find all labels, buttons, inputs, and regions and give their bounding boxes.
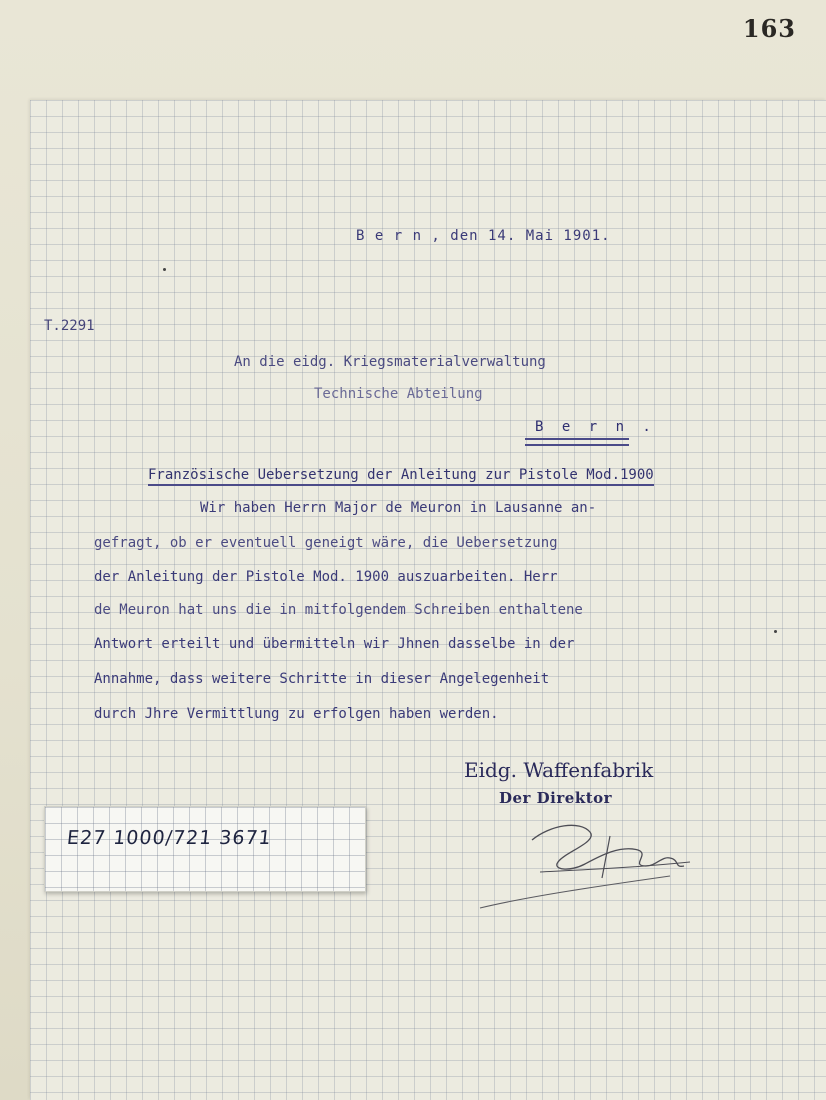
paper-speck bbox=[774, 630, 777, 633]
paper-speck bbox=[163, 268, 166, 271]
recipient-city: B e r n . bbox=[535, 419, 656, 435]
body-line: Wir haben Herrn Major de Meuron in Lausanne an- bbox=[200, 500, 597, 516]
reference-number: T.2291 bbox=[44, 318, 95, 334]
folio-number: 163 bbox=[742, 14, 796, 43]
recipient-line-2: Technische Abteilung bbox=[314, 386, 483, 402]
body-line: gefragt, ob er eventuell geneigt wäre, die Uebersetzung bbox=[94, 535, 558, 551]
city-double-underline bbox=[525, 438, 629, 446]
subject-line: Französische Uebersetzung der Anleitung zur Pistole Mod.1900 bbox=[148, 467, 654, 486]
handwritten-signature bbox=[470, 800, 710, 920]
archive-call-number-label bbox=[44, 806, 366, 892]
body-line: de Meuron hat uns die in mitfolgendem Schreiben enthaltene bbox=[94, 602, 583, 618]
body-line: Annahme, dass weitere Schritte in dieser Angelegenheit bbox=[94, 671, 550, 687]
letter-sheet bbox=[30, 100, 826, 1100]
body-line: durch Jhre Vermittlung zu erfolgen haben werden. bbox=[94, 706, 499, 722]
body-line: Antwort erteilt und übermitteln wir Jhnen dasselbe in der bbox=[94, 636, 575, 652]
recipient-line-1: An die eidg. Kriegsmaterialverwaltung bbox=[234, 354, 546, 370]
sender-institution: Eidg. Waffenfabrik bbox=[464, 758, 654, 782]
sender-title: Der Direktor bbox=[499, 789, 613, 807]
body-line: der Anleitung der Pistole Mod. 1900 auszuarbeiten. Herr bbox=[94, 569, 558, 585]
archive-call-number: E27 1000/721 3671 bbox=[65, 827, 273, 849]
date-line: B e r n , den 14. Mai 1901. bbox=[356, 228, 611, 244]
